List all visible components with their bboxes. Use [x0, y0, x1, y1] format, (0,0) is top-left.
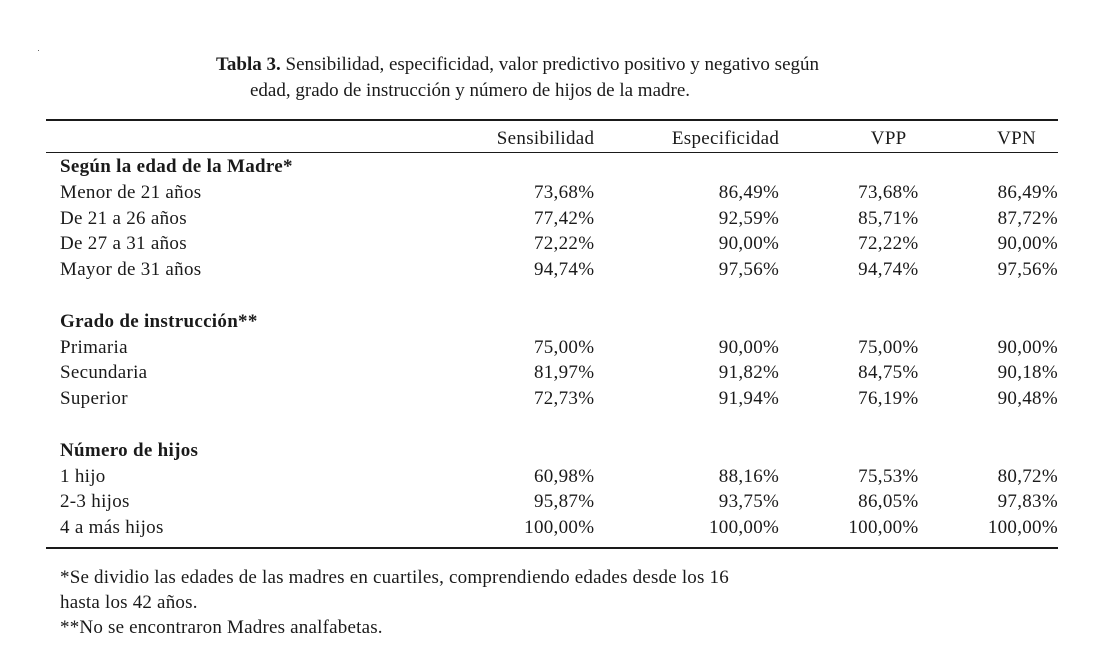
cell-vpp: 85,71%: [858, 207, 919, 229]
row-label: Mayor de 31 años: [60, 259, 202, 281]
table-row: [46, 515, 1058, 541]
header-vpn: VPN: [997, 128, 1036, 149]
header-label-cell: [46, 124, 457, 154]
cell-especificidad: 91,94%: [718, 388, 780, 410]
note-line: **No se encontraron Madres analfabetas.: [60, 617, 383, 638]
cell-sensibilidad: 72,22%: [533, 233, 595, 255]
table-caption: [216, 52, 936, 104]
cell-sensibilidad: 73,68%: [533, 181, 595, 203]
table-row: [46, 180, 1058, 206]
row-label: De 21 a 26 años: [60, 207, 187, 229]
cell-especificidad: 88,16%: [718, 465, 780, 487]
cell-vpn: 90,18%: [997, 362, 1058, 384]
row-label: Menor de 21 años: [60, 181, 202, 203]
cell-sensibilidad: 100,00%: [524, 517, 595, 539]
section-title: Según la edad de la Madre*: [60, 156, 293, 177]
section-heading-row: [46, 309, 1058, 335]
note-line: hasta los 42 años.: [60, 592, 198, 613]
cell-especificidad: 100,00%: [708, 517, 780, 539]
header-especificidad: Especificidad: [671, 128, 780, 149]
results-table: [46, 124, 1058, 541]
section-heading-row: [46, 438, 1058, 464]
cell-vpp: 76,19%: [858, 388, 919, 410]
table-row: [46, 386, 1058, 412]
row-label: 4 a más hijos: [60, 517, 164, 539]
cell-vpn: 86,49%: [997, 181, 1058, 203]
cell-especificidad: 91,82%: [718, 362, 780, 384]
section-heading-row: [46, 154, 1058, 180]
note-line: *Se dividio las edades de las madres en cuartiles, comprendiendo edades desde los 16: [60, 567, 729, 588]
header-sensibilidad: Sensibilidad: [496, 128, 595, 149]
table-row: [46, 360, 1058, 386]
cell-vpn: 90,48%: [997, 388, 1058, 410]
cell-vpp: 73,68%: [858, 181, 919, 203]
row-label: 1 hijo: [60, 465, 106, 487]
stray-dot: [38, 50, 39, 51]
row-label: Secundaria: [60, 362, 148, 384]
cell-especificidad: 92,59%: [718, 207, 780, 229]
cell-vpn: 90,00%: [997, 233, 1058, 255]
table-header-row: [46, 124, 1058, 154]
cell-vpp: 75,00%: [858, 336, 919, 358]
cell-vpp: 75,53%: [858, 465, 919, 487]
table-row: [46, 335, 1058, 361]
cell-vpn: 90,00%: [997, 336, 1058, 358]
cell-vpn: 100,00%: [987, 517, 1058, 539]
section-title: Número de hijos: [60, 439, 199, 461]
caption-text-line1: Sensibilidad, especificidad, valor predictivo positivo y negativo según: [280, 54, 819, 75]
cell-vpn: 97,83%: [997, 491, 1058, 513]
table-row: [46, 489, 1058, 515]
header-vpp: VPP: [870, 128, 907, 149]
cell-sensibilidad: 75,00%: [533, 336, 595, 358]
table-row: [46, 206, 1058, 232]
cell-especificidad: 90,00%: [718, 233, 780, 255]
table-row: [46, 464, 1058, 490]
cell-vpn: 80,72%: [997, 465, 1058, 487]
row-label: De 27 a 31 años: [60, 233, 187, 255]
caption-label: Tabla 3.: [216, 54, 281, 75]
cell-especificidad: 90,00%: [718, 336, 780, 358]
cell-especificidad: 86,49%: [718, 181, 780, 203]
table-row: [46, 231, 1058, 257]
table-notes: [60, 565, 960, 640]
cell-vpp: 72,22%: [858, 233, 919, 255]
cell-sensibilidad: 60,98%: [533, 465, 595, 487]
section-spacer: [46, 283, 1058, 309]
table-body: [46, 154, 1058, 541]
row-label: Primaria: [60, 336, 128, 358]
table-top-rule: [46, 119, 1058, 121]
cell-sensibilidad: 95,87%: [533, 491, 595, 513]
cell-vpp: 94,74%: [858, 259, 919, 281]
cell-especificidad: 97,56%: [718, 259, 780, 281]
table-row: [46, 257, 1058, 283]
cell-vpn: 87,72%: [997, 207, 1058, 229]
cell-vpp: 84,75%: [858, 362, 919, 384]
cell-especificidad: 93,75%: [718, 491, 780, 513]
row-label: Superior: [60, 388, 128, 410]
table-bottom-rule: [46, 547, 1058, 549]
section-title: Grado de instrucción**: [60, 310, 258, 332]
cell-sensibilidad: 94,74%: [533, 259, 595, 281]
cell-sensibilidad: 72,73%: [533, 388, 595, 410]
section-spacer: [46, 412, 1058, 438]
cell-vpp: 86,05%: [858, 491, 919, 513]
row-label: 2-3 hijos: [60, 491, 130, 513]
caption-text-line2: edad, grado de instrucción y número de hijos de la madre.: [250, 80, 691, 101]
cell-sensibilidad: 81,97%: [533, 362, 595, 384]
cell-vpn: 97,56%: [997, 259, 1058, 281]
cell-vpp: 100,00%: [848, 517, 919, 539]
cell-sensibilidad: 77,42%: [533, 207, 595, 229]
